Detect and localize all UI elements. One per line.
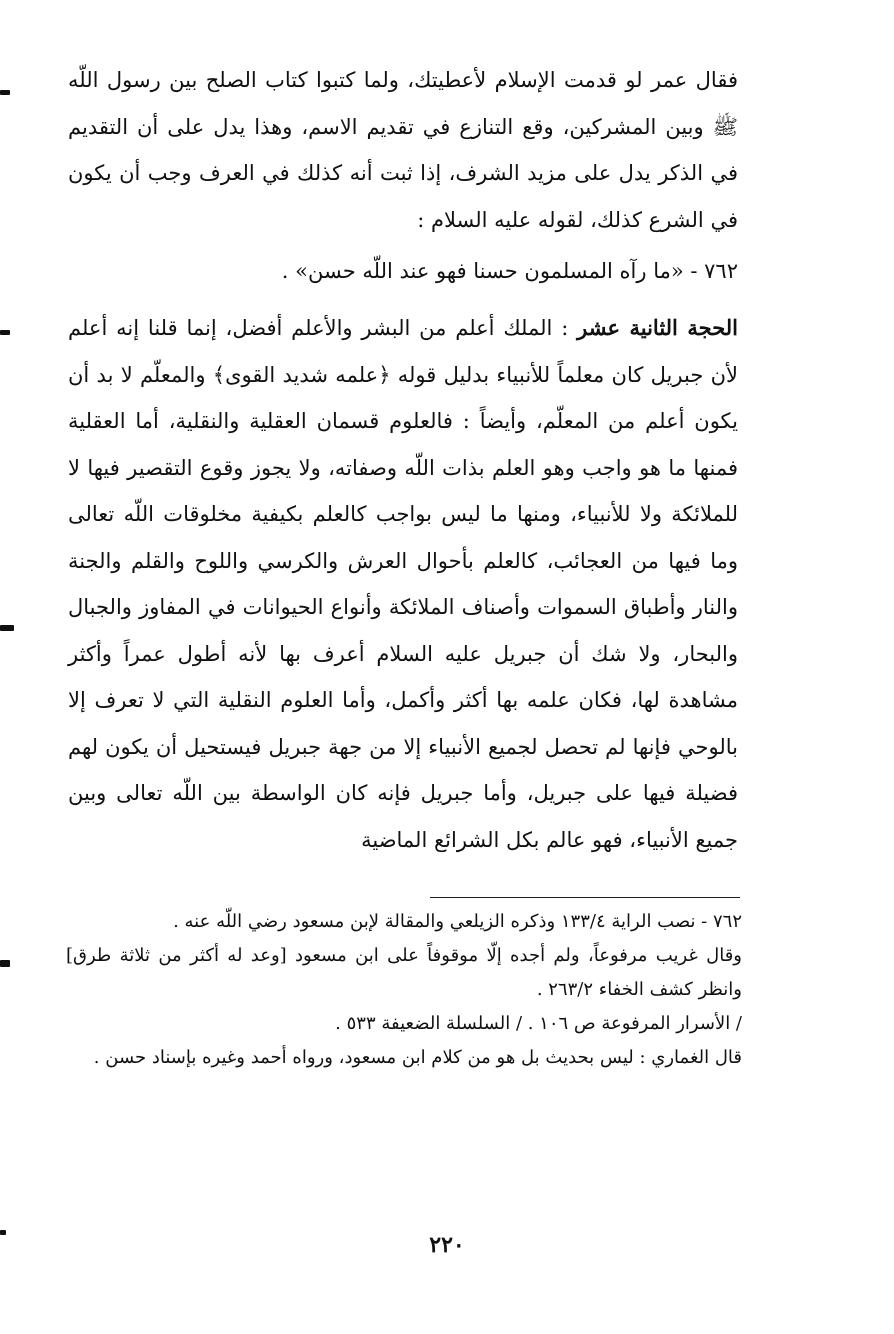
paragraph-2	[68, 305, 738, 863]
footnote-line-3: / الأسرار المرفوعة ص ١٠٦ . / السلسلة الضعيفة ٥٣٣ .	[335, 1013, 742, 1034]
margin-mark	[0, 1230, 6, 1235]
margin-mark	[0, 625, 14, 631]
paragraph-2-text: : الملك أعلم من البشر والأعلم أفضل، إنما قلنا إنه أعلم لأن جبريل كان معلماً للأنبياء بدليل قوله ﴿علمه شديد القوى﴾ والمعلّم لا بد أن يكون أعلم من المعلّم، وأيضاً : فالعلوم قسمان العقلية والنقلية، أما العقلية فمنها ما هو واجب وهو العلم بذات اللّه وصفاته، ولا يجوز وقوع التقصير فيها لا للملائكة ولا للأنبياء، ومنها ما ليس بواجب كالعلم بكيفية مخلوقات اللّه تعالى وما فيها من العجائب، كالعلم بأحوال العرش والكرسي واللوح والقلم والجنة والنار وأطباق السموات وأصناف الملائكة وأنواع الحيوانات في المفاوز والجبال والبحار، ولا شك أن جبريل عليه السلام أعرف بها لأنه أطول عمراً وأكثر مشاهدة لها، فكان علمه بها أكثر وأكمل، وأما العلوم النقلية التي لا تعرف إلا بالوحي فإنها لم تحصل لجميع الأنبياء إلا من جهة جبريل فيستحيل أن يكون لهم فضيلة فيها على جبريل، وأما جبريل فإنه كان الواسطة بين اللّه تعالى وبين جميع الأنبياء، فهو عالم بكل الشرائع الماضية	[68, 316, 738, 852]
margin-mark	[0, 960, 10, 967]
margin-mark	[0, 330, 10, 335]
footnotes	[66, 905, 742, 1075]
page-number: ٢٢٠	[429, 1232, 465, 1258]
argument-title: الحجة الثانية عشر	[577, 315, 738, 340]
hadith-762	[68, 248, 738, 295]
paragraph-2-body	[68, 305, 738, 863]
footnote-divider	[430, 897, 740, 898]
footnote-line-4: قال الغماري : ليس بحديث بل هو من كلام ابن مسعود، ورواه أحمد وغيره بإسناد حسن .	[93, 1047, 742, 1068]
paragraph-1	[68, 57, 738, 243]
hadith-text: ٧٦٢ - «ما رآه المسلمون حسنا فهو عند اللّه حسن» .	[281, 259, 738, 283]
footnote-line-2: وقال غريب مرفوعاً، ولم أجده إلّا موقوفاً على ابن مسعود [وعد له أكثر من ثلاثة طرق] وانظر كشف الخفاء ٢٦٣/٢ .	[66, 945, 742, 1000]
margin-mark	[0, 90, 10, 95]
paragraph-1-text: فقال عمر لو قدمت الإسلام لأعطيتك، ولما كتبوا كتاب الصلح بين رسول اللّه ﷺ وبين المشركين، وقع التنازع في تقديم الاسم، وهذا يدل على أن التقديم في الذكر يدل على مزيد الشرف، إذا ثبت أنه كذلك في العرف وجب أن يكون في الشرع كذلك، لقوله عليه السلام :	[68, 68, 738, 232]
footnote-line-1: ٧٦٢ - نصب الراية ١٣٣/٤ وذكره الزيلعي والمقالة لإبن مسعود رضي اللّه عنه .	[173, 911, 742, 932]
